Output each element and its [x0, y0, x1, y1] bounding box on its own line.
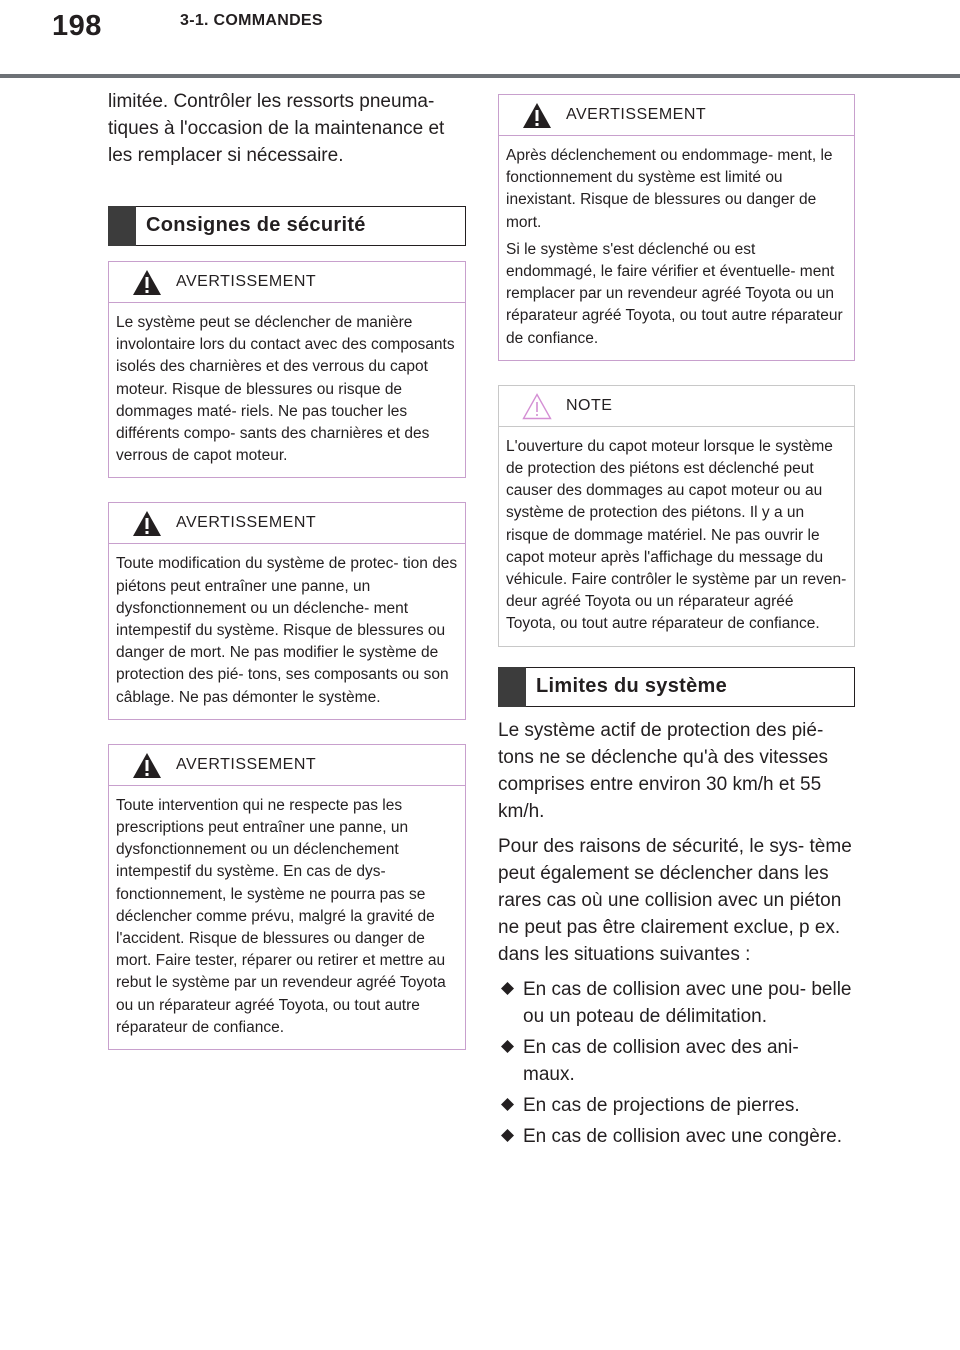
right-column: [498, 94, 855, 1154]
list-item-text: En cas de collision avec une pou- belle ou un poteau de délimitation.: [523, 978, 852, 1027]
bullet-icon: [501, 1040, 514, 1053]
heading-bar: [108, 206, 136, 246]
heading-bar: [498, 667, 526, 707]
limits-heading: [498, 667, 855, 707]
list-item: [498, 1123, 855, 1150]
list-item: [498, 1092, 855, 1119]
warning-label: AVERTISSEMENT: [566, 106, 707, 123]
warning-box-body: [109, 303, 465, 477]
note-text: L'ouverture du capot moteur lorsque le système de protection des piétons est déclenché peut causer des dommages au capot moteur ou au système de protection des piétons. Il y a un risque de dommage matériel. Ne pas ouvrir le capot moteur après l'affichage du message du véhicule. Faire contrôler le système par un reven- deur agréé Toyota ou un réparateur agréé Toyota, ou tout autre réparateur de confiance.: [506, 437, 847, 633]
limits-section: [498, 717, 855, 1150]
note-box-header: [499, 386, 854, 427]
warning-box: [108, 502, 466, 719]
list-item-text: En cas de projections de pierres.: [523, 1094, 800, 1116]
page-header: [0, 0, 960, 80]
warning-box-header: [499, 95, 854, 136]
limits-heading-title: Limites du système: [536, 674, 728, 697]
limits-paragraph: Le système actif de protection des pié- tons ne se déclenche qu'à des vitesses comprises entre environ 30 km/h et 55 km/h.: [498, 719, 829, 822]
left-column: [108, 88, 466, 1050]
section-title: 3-1. COMMANDES: [180, 12, 323, 29]
warning-triangle-icon: [132, 510, 162, 537]
warning-box: [498, 94, 855, 361]
warning-box-body: [499, 136, 854, 360]
warning-box-header: [109, 262, 465, 303]
caution-outline-icon: [522, 393, 552, 420]
note-label: NOTE: [566, 396, 613, 414]
intro-paragraph: limitée. Contrôler les ressorts pneuma- tiques à l'occasion de la maintenance et les remplacer si nécessaire.: [108, 91, 445, 166]
warning-triangle-icon: [132, 752, 162, 779]
page-number: 198: [52, 10, 102, 42]
warning-box: [108, 261, 466, 478]
list-item-text: En cas de collision avec une congère.: [523, 1125, 842, 1147]
warning-box-body: [109, 786, 465, 1049]
warning-triangle-icon: [522, 102, 552, 129]
list-item: [498, 976, 855, 1030]
warning-text: Toute intervention qui ne respecte pas les prescriptions peut entraîner une panne, un dysfonctionnement ou un déclenchement intempestif du système. En cas de dys- fonctionnement, le système ne pourra pas se déclencher comme prévu, malgré la gravité de l'accident. Risque de blessures ou danger de mort. Faire tester, réparer ou retirer et mettre au rebut le système par un revendeur agréé Toyota ou un réparateur agréé Toyota, ou tout autre réparateur de confiance.: [116, 796, 446, 1036]
safety-heading: [108, 206, 466, 246]
warning-label: AVERTISSEMENT: [176, 514, 317, 532]
bullet-icon: [501, 982, 514, 995]
bullet-icon: [501, 1098, 514, 1111]
list-item: [498, 1034, 855, 1088]
warning-box: [108, 744, 466, 1050]
list-item-text: En cas de collision avec des ani- maux.: [523, 1036, 799, 1085]
warning-box-body: [109, 544, 465, 718]
warning-box-header: [109, 503, 465, 544]
limits-list: [498, 976, 855, 1150]
note-box-body: [499, 427, 854, 646]
warning-text: Le système peut se déclencher de manière involontaire lors du contact avec des composants isolés des charnières et des verrous du capot moteur. Risque de blessures ou risque de dommages maté- riels. Ne pas toucher les différents compo- sants des charnières et des verrous de capot moteur.: [116, 314, 455, 465]
limits-paragraph: Pour des raisons de sécurité, le sys- tème peut également se déclencher dans les rares cas où une collision avec un piéton ne peut pas être clairement exclue, p ex. dans les situations suivantes :: [498, 835, 852, 965]
warning-text: Si le système s'est déclenché ou est endommagé, le faire vérifier et éventuelle- ment remplacer par un revendeur agréé Toyota ou un réparateur agréé Toyota, ou tout autre réparateur de confiance.: [506, 240, 843, 347]
warning-triangle-icon: [132, 269, 162, 296]
warning-text: Après déclenchement ou endommage- ment, le fonctionnement du système est limité ou inexistant. Risque de blessures ou danger de mort.: [506, 147, 833, 231]
warning-text: Toute modification du système de protec- tion des piétons peut entraîner une panne, un dysfonctionnement ou un déclenche- ment intempestif du système. Risque de blessures ou danger de mort. Ne pas modifier le système de protection des pié- tons, ses composants ou son câblage. Ne pas démonter le système.: [116, 555, 458, 706]
header-divider: [0, 74, 960, 78]
warning-label: AVERTISSEMENT: [176, 755, 317, 773]
safety-heading-title: Consignes de sécurité: [146, 214, 366, 236]
warning-label: AVERTISSEMENT: [176, 273, 317, 290]
bullet-icon: [501, 1129, 514, 1142]
note-box: [498, 385, 855, 647]
warning-box-header: [109, 745, 465, 786]
